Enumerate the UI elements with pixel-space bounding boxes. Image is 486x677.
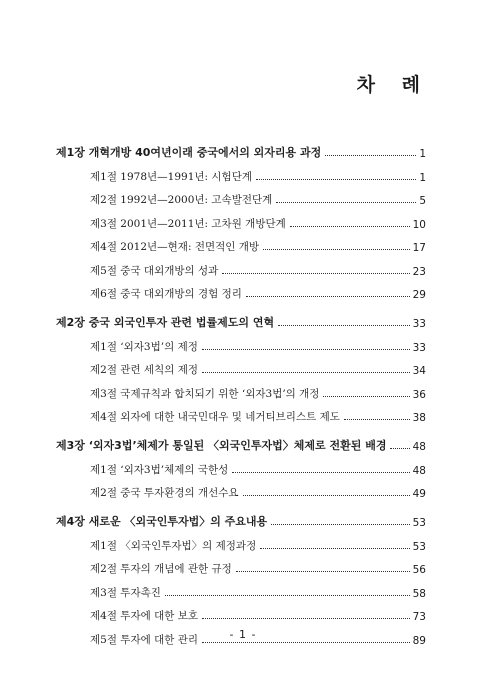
toc-section-entry (0, 480, 486, 504)
dot-leader (222, 273, 409, 274)
toc-page-number: 33 (412, 341, 426, 354)
toc-page-number: 34 (412, 365, 426, 377)
toc-page-number: 23 (412, 265, 426, 278)
toc-section-entry (0, 357, 486, 381)
toc-entry-label: 제2절 투자의 개념에 관한 규정 (90, 563, 232, 575)
toc-section-entry (0, 532, 486, 556)
dot-leader (243, 495, 410, 496)
toc-page-number: 36 (412, 388, 426, 401)
toc-section-entry (0, 603, 486, 627)
dot-leader (278, 325, 410, 326)
page-number-footer: - 1 - (229, 628, 257, 641)
toc-page-number: 73 (412, 611, 426, 623)
toc-entry-label: 제1절 ‘외자3법’체제의 국한성 (90, 463, 229, 476)
toc-page-number: 33 (412, 318, 426, 330)
toc-entry-label: 제2절 1992년—2000년: 고속발전단계 (90, 194, 273, 206)
dot-leader (202, 618, 410, 619)
toc-entry-label: 제4절 외자에 대한 내국민대우 및 네거티브리스트 제도 (90, 411, 340, 423)
toc-section-entry (0, 257, 486, 281)
toc-entry-label: 제1절 1978년—1991년: 시험단계 (90, 170, 252, 183)
toc-page-number: 29 (412, 289, 426, 301)
toc-section-entry (0, 579, 486, 603)
toc-entry-label: 제4절 2012년—현재: 전면적인 개방 (90, 241, 260, 253)
toc-page-number: 1 (419, 148, 426, 160)
toc-section-entry (0, 556, 486, 580)
toc-chapter-entry (0, 304, 486, 333)
toc-entry-label: 제3장 ‘외자3법’체제가 통일된 〈외국인투자법〉체제로 전환된 배경 (56, 439, 387, 452)
toc-section-entry (0, 456, 486, 480)
toc-section-entry (0, 404, 486, 428)
toc-page-number: 48 (412, 464, 426, 477)
toc-entry-label: 제6절 중국 대외개방의 경험 정리 (90, 288, 242, 300)
toc-section-entry (0, 163, 486, 187)
toc-entry-label: 제3절 투자촉진 (90, 586, 161, 599)
toc-page-number: 56 (412, 564, 426, 576)
toc-page-number: 10 (412, 218, 426, 231)
toc-entry-label: 제3절 국제규칙과 합치되기 위한 ‘외자3법’의 개정 (90, 387, 320, 400)
dot-leader (202, 372, 410, 373)
dot-leader (325, 155, 416, 156)
toc-section-entry (0, 281, 486, 305)
toc-section-entry (0, 333, 486, 357)
dot-leader (236, 571, 410, 572)
toc-chapter-entry (0, 503, 486, 532)
toc-page-number: 17 (412, 242, 426, 254)
toc-page-number: 38 (412, 412, 426, 424)
dot-leader (202, 642, 410, 643)
toc-page-number: 58 (412, 587, 426, 600)
dot-leader (260, 548, 409, 549)
toc-chapter-entry (0, 427, 486, 456)
toc-page-number: 53 (412, 517, 426, 529)
toc-entry-label: 제5절 투자에 대한 관리 (90, 633, 198, 646)
toc-entry-label: 제2절 중국 투자환경의 개선수요 (90, 487, 239, 499)
toc-section-entry (0, 210, 486, 234)
toc-entry-label: 제4장 새로운 〈외국인투자법〉의 주요내용 (56, 515, 268, 528)
toc-entry-label: 제3절 2001년—2011년: 고차원 개방단계 (90, 217, 286, 230)
toc-entry-label: 제1절 ‘외자3법’의 제정 (90, 340, 198, 353)
toc-entry-label: 제2장 중국 외국인투자 관련 법률제도의 연혁 (56, 316, 275, 329)
toc-section-entry (0, 234, 486, 258)
toc-page-number: 5 (419, 195, 426, 207)
dot-leader (165, 595, 410, 596)
toc-page-number: 53 (412, 540, 426, 553)
dot-leader (276, 202, 416, 203)
dot-leader (246, 296, 410, 297)
dot-leader (232, 472, 409, 473)
toc-entry-label: 제1장 개혁개방 40여년이래 중국에서의 외자리용 과정 (56, 146, 322, 159)
toc-entry-label: 제1절 〈외국인투자법〉의 제정과정 (90, 539, 257, 552)
toc-section-entry (0, 380, 486, 404)
dot-leader (344, 419, 410, 420)
dot-leader (271, 524, 409, 525)
dot-leader (323, 396, 409, 397)
dot-leader (390, 448, 409, 449)
dot-leader (202, 349, 410, 350)
dot-leader (263, 249, 410, 250)
dot-leader (256, 179, 416, 180)
toc-entry-label: 제2절 관련 세칙의 제정 (90, 364, 198, 376)
toc-page-number: 89 (412, 634, 426, 647)
page-title: 차 례 (356, 74, 430, 96)
toc-entry-label: 제5절 중국 대외개방의 성과 (90, 264, 219, 277)
toc-page-number: 48 (412, 441, 426, 453)
table-of-contents (0, 134, 486, 650)
toc-page-number: 49 (412, 488, 426, 500)
dot-leader (290, 226, 410, 227)
toc-chapter-entry (0, 134, 486, 163)
toc-page-number: 1 (419, 171, 426, 184)
toc-entry-label: 제4절 투자에 대한 보호 (90, 610, 198, 622)
toc-section-entry (0, 187, 486, 211)
